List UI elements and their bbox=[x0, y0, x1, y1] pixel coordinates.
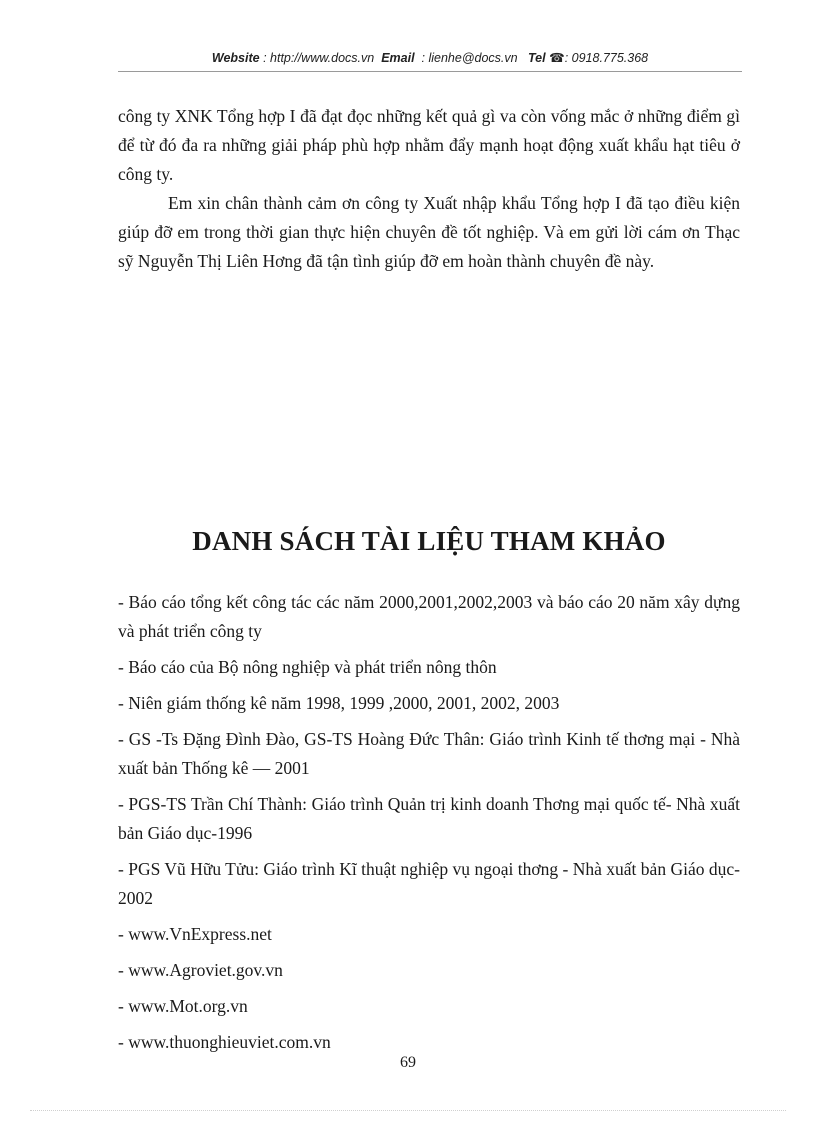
reference-link[interactable]: - www.Mot.org.vn bbox=[118, 996, 248, 1016]
reference-link[interactable]: - www.Agroviet.gov.vn bbox=[118, 960, 283, 980]
page-header bbox=[118, 50, 742, 65]
reference-item: - Niên giám thống kê năm 1998, 1999 ,2000, 2001, 2002, 2003 bbox=[118, 693, 560, 713]
tel-label: Tel bbox=[528, 51, 546, 65]
phone-icon: ☎ bbox=[549, 51, 565, 65]
page-number: 69 bbox=[400, 1054, 416, 1071]
reference-link[interactable]: - www.VnExpress.net bbox=[118, 924, 272, 944]
reference-item: - PGS Vũ Hữu Tửu: Giáo trình Kĩ thuật nghiệp vụ ngoại thơng - Nhà xuất bản Giáo dục-2002 bbox=[118, 859, 740, 908]
email-label: Email bbox=[381, 51, 415, 65]
intro-text bbox=[118, 102, 740, 276]
reference-item: - Báo cáo tổng kết công tác các năm 2000,2001,2002,2003 và báo cáo 20 năm xây dựng và phát triển công ty bbox=[118, 592, 740, 641]
intro-paragraph-2: Em xin chân thành cảm ơn công ty Xuất nhập khẩu Tổng hợp I đã tạo điều kiện giúp đỡ em trong thời gian thực hiện chuyên đề tốt nghiệp. Và em gửi lời cám ơn Thạc sỹ Nguyễn Thị Liên Hơng đã tận tình giúp đỡ em hoàn thành chuyên đề này. bbox=[118, 193, 740, 271]
website-label: Website bbox=[211, 51, 260, 65]
reference-item: - PGS-TS Trần Chí Thành: Giáo trình Quản trị kinh doanh Thơng mại quốc tế- Nhà xuất bản Giáo dục-1996 bbox=[118, 794, 740, 843]
references-title: DANH SÁCH TÀI LIỆU THAM KHẢO bbox=[192, 526, 666, 556]
intro-paragraph-1: công ty XNK Tổng hợp I đã đạt đọc những kết quả gì va còn vống mắc ở những điểm gì để từ đó đa ra những giải pháp phù hợp nhằm đẩy mạnh hoạt động xuất khẩu hạt tiêu ở công ty. bbox=[118, 106, 740, 184]
tel-value: : 0918.775.368 bbox=[564, 51, 649, 65]
email-link[interactable]: : lienhe@docs.vn bbox=[421, 51, 518, 65]
website-link[interactable]: : http://www.docs.vn bbox=[263, 51, 375, 65]
header-divider bbox=[118, 71, 742, 72]
references-list bbox=[118, 588, 740, 1064]
reference-link[interactable]: - www.thuonghieuviet.com.vn bbox=[118, 1032, 331, 1052]
reference-item: - GS -Ts Đặng Đình Đào, GS-TS Hoàng Đức Thân: Giáo trình Kinh tế thơng mại - Nhà xuất bản Thống kê — 2001 bbox=[118, 729, 740, 778]
page-bottom-border bbox=[30, 1110, 786, 1111]
reference-item: - Báo cáo của Bộ nông nghiệp và phát triển nông thôn bbox=[118, 657, 497, 677]
